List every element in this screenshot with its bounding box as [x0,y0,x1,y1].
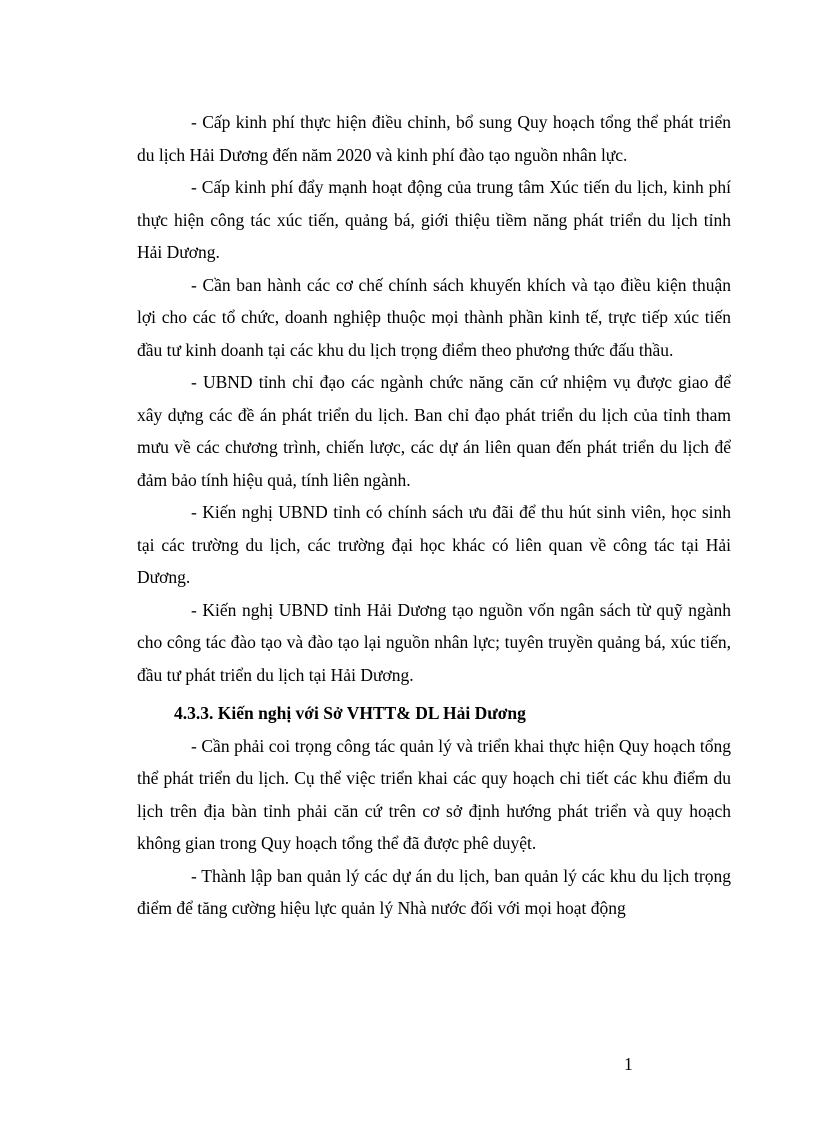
paragraph-management-board: - Thành lập ban quản lý các dự án du lịch, ban quản lý các khu du lịch trọng điểm để tăng cường hiệu lực quản lý Nhà nước đối với mọi hoạt động [137,865,731,918]
paragraph-budget-sources: - Kiến nghị UBND tỉnh Hải Dương tạo nguồn vốn ngân sách từ quỹ ngành cho công tác đào tạo và đào tạo lại nguồn nhân lực; tuyên truyền quảng bá, xúc tiến, đầu tư phát triển du lịch tại Hải Dương. [137,599,731,685]
page-number: 1 [624,1054,633,1074]
paragraph-ubnd-direction: - UBND tỉnh chỉ đạo các ngành chức năng căn cứ nhiệm vụ được giao để xây dựng các đề án phát triển du lịch. Ban chỉ đạo phát triển du lịch của tỉnh tham mưu về các chương trình, chiến lược, các dự án liên quan đến phát triển du lịch để đảm bảo tính hiệu quả, tính liên ngành. [137,372,731,490]
paragraph-planning-management: - Cần phải coi trọng công tác quản lý và triển khai thực hiện Quy hoạch tổng thể phát triển du lịch. Cụ thể việc triển khai các quy hoạch chi tiết các khu điểm du lịch trên địa bàn tỉnh phải căn cứ trên cơ sở định hướng phát triển và quy hoạch không gian trong Quy hoạch tổng thể đã được phê duyệt. [137,735,731,853]
document-body [137,106,731,925]
paragraph-tourism-promotion-funding: - Cấp kinh phí đẩy mạnh hoạt động của trung tâm Xúc tiến du lịch, kinh phí thực hiện công tác xúc tiến, quảng bá, giới thiệu tiềm năng phát triển du lịch tỉnh Hải Dương. [137,177,731,262]
section-heading: 4.3.3. Kiến nghị với Sở VHTT& DL Hải Dương [174,703,526,723]
paragraph-incentive-policies: - Cần ban hành các cơ chế chính sách khuyến khích và tạo điều kiện thuận lợi cho các tổ chức, doanh nghiệp thuộc mọi thành phần kinh tế, trực tiếp xúc tiến đầu tư kinh doanh tại các khu du lịch trọng điểm theo phương thức đấu thầu. [137,274,731,360]
paragraph-student-incentives: - Kiến nghị UBND tỉnh có chính sách ưu đãi để thu hút sinh viên, học sinh tại các trường du lịch, các trường đại học khác có liên quan về công tác tại Hải Dương. [137,502,731,587]
paragraph-funding-plan-adjustment: - Cấp kinh phí thực hiện điều chỉnh, bổ sung Quy hoạch tổng thể phát triển du lịch Hải Dương đến năm 2020 và kinh phí đào tạo nguồn nhân lực. [137,112,731,165]
